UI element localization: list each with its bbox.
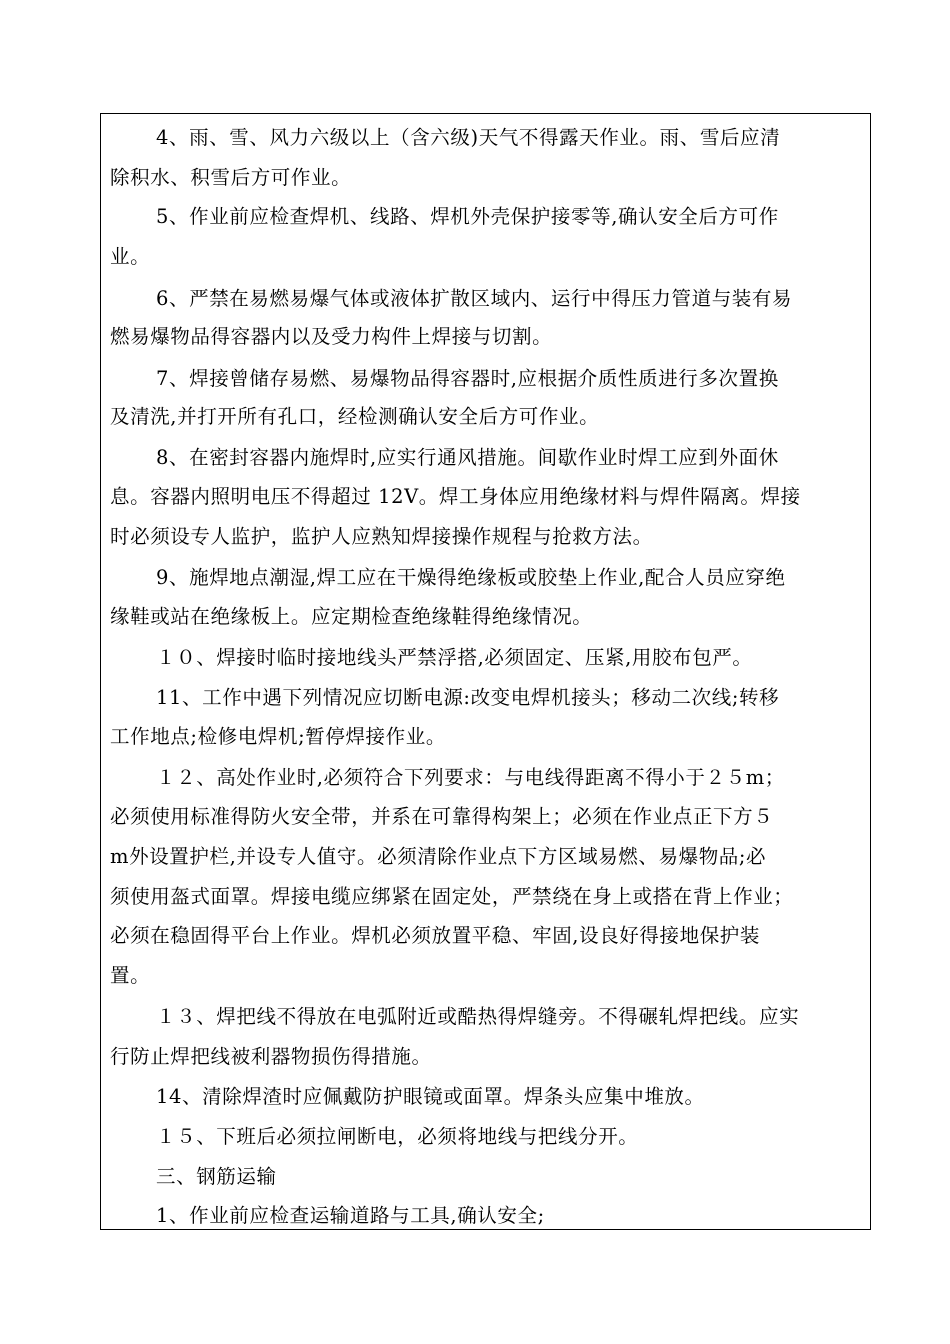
text-line: 工作地点;检修电焊机;暂停焊接作业。 bbox=[110, 725, 446, 748]
text-line: 置。 bbox=[110, 964, 151, 987]
text-line: 4、雨、雪、风力六级以上（含六级)天气不得露天作业。雨、雪后应清 bbox=[156, 126, 781, 149]
text-line: 时必须设专人监护，监护人应熟知焊接操作规程与抢救方法。 bbox=[110, 525, 653, 548]
text-line: 燃易爆物品得容器内以及受力构件上焊接与切割。 bbox=[110, 325, 553, 348]
text-line: 及清洗,并打开所有孔口，经检测确认安全后方可作业。 bbox=[110, 405, 600, 428]
text-line: 9、施焊地点潮湿,焊工应在干燥得绝缘板或胶垫上作业,配合人员应穿绝 bbox=[156, 566, 786, 589]
text-line: 须使用盔式面罩。焊接电缆应绑紧在固定处，严禁绕在身上或搭在背上作业； bbox=[110, 885, 794, 908]
text-line: 必须在稳固得平台上作业。焊机必须放置平稳、牢固,设良好得接地保护装 bbox=[110, 924, 760, 947]
text-line: １２、高处作业时,必须符合下列要求：与电线得距离不得小于２５m； bbox=[156, 766, 785, 789]
text-line: 缘鞋或站在绝缘板上。应定期检查绝缘鞋得绝缘情况。 bbox=[110, 605, 593, 628]
text-line: 14、清除焊渣时应佩戴防护眼镜或面罩。焊条头应集中堆放。 bbox=[156, 1085, 705, 1108]
text-line: 息。容器内照明电压不得超过 12V。焊工身体应用绝缘材料与焊件隔离。焊接 bbox=[110, 485, 801, 508]
text-line: 业。 bbox=[110, 245, 151, 268]
text-line: 必须使用标准得防火安全带，并系在可靠得构架上；必须在作业点正下方５ bbox=[110, 805, 774, 828]
text-line: 行防止焊把线被利器物损伤得措施。 bbox=[110, 1045, 432, 1068]
text-line: m外设置护栏,并设专人值守。必须清除作业点下方区域易燃、易爆物品;必 bbox=[110, 845, 767, 868]
text-line: 8、在密封容器内施焊时,应实行通风措施。间歇作业时焊工应到外面休 bbox=[156, 446, 779, 469]
text-line: １０、焊接时临时接地线头严禁浮搭,必须固定、压紧,用胶布包严。 bbox=[156, 646, 753, 669]
text-line: 1、作业前应检查运输道路与工具,确认安全; bbox=[156, 1204, 545, 1227]
text-line: １３、焊把线不得放在电弧附近或酷热得焊缝旁。不得碾轧焊把线。应实 bbox=[156, 1005, 800, 1028]
text-line: 6、严禁在易燃易爆气体或液体扩散区域内、运行中得压力管道与装有易 bbox=[156, 287, 793, 310]
text-line: １５、下班后必须拉闸断电，必须将地线与把线分开。 bbox=[156, 1125, 639, 1148]
section-heading: 三、钢筋运输 bbox=[156, 1165, 277, 1188]
text-line: 11、工作中遇下列情况应切断电源:改变电焊机接头；移动二次线;转移 bbox=[156, 686, 780, 709]
text-line: 除积水、积雪后方可作业。 bbox=[110, 166, 352, 189]
text-line: 7、焊接曾储存易燃、易爆物品得容器时,应根据介质性质进行多次置换 bbox=[156, 367, 779, 390]
text-line: 5、作业前应检查焊机、线路、焊机外壳保护接零等,确认安全后方可作 bbox=[156, 205, 779, 228]
